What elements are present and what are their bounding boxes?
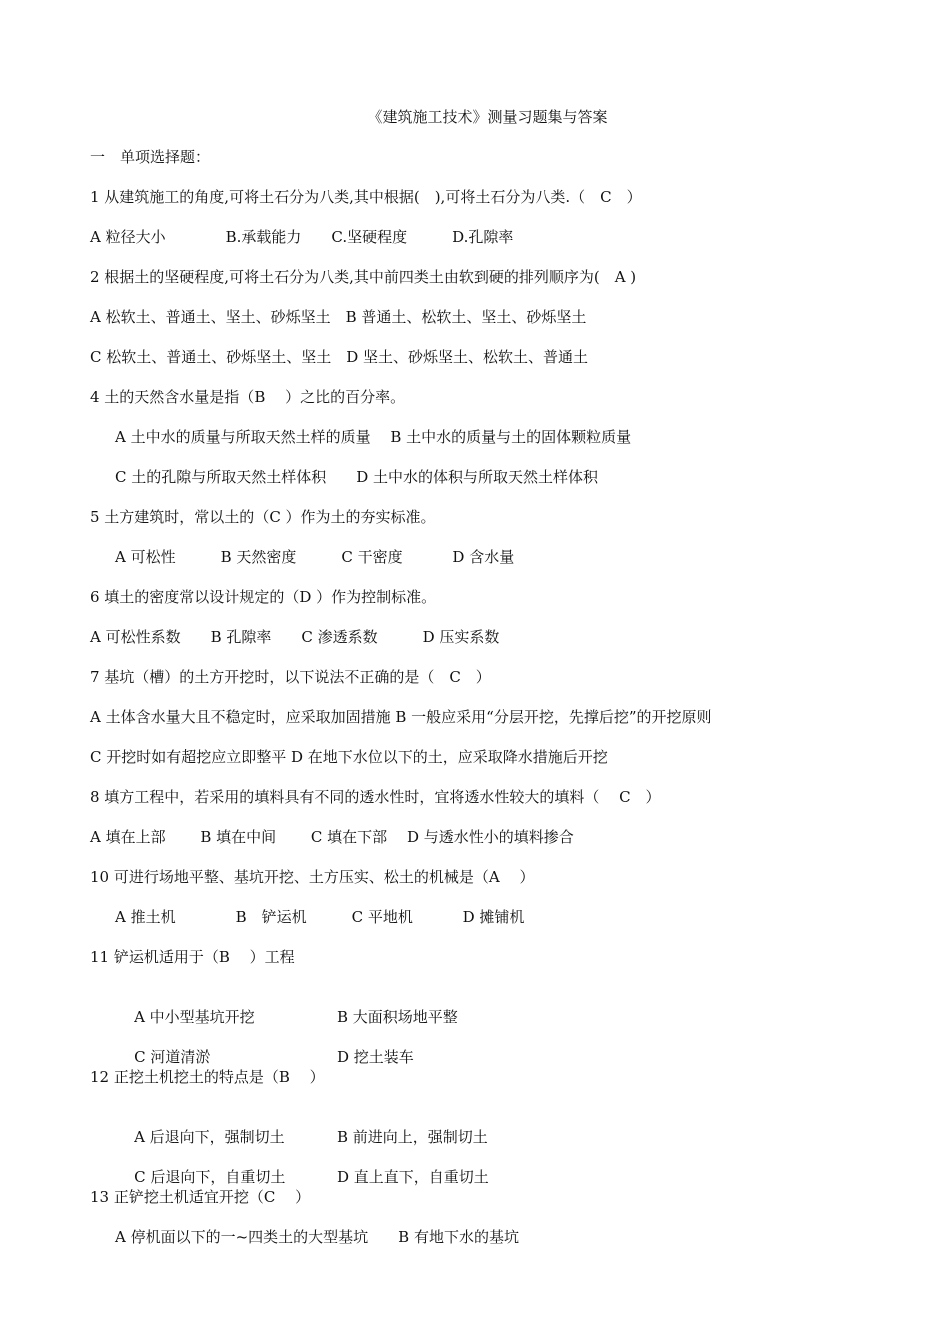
question-12-option-a: A 后退向下，强制切土	[134, 1128, 285, 1146]
question-13-options-ab: A 停机面以下的一~四类土的大型基坑 B 有地下水的基坑	[115, 1228, 519, 1246]
question-5-options: A 可松性 B 天然密度 C 干密度 D 含水量	[115, 548, 515, 566]
question-11-option-c: C 河道清淤	[134, 1048, 211, 1066]
question-12-option-b: B 前进向上，强制切土	[337, 1128, 488, 1146]
question-11: 11 铲运机适用于（B ）工程	[90, 948, 295, 966]
question-11-options-ab	[115, 987, 458, 1026]
question-6-options: A 可松性系数 B 孔隙率 C 渗透系数 D 压实系数	[90, 628, 500, 646]
question-11-option-b: B 大面积场地平整	[337, 1008, 458, 1026]
question-12-options-ab	[115, 1107, 488, 1146]
question-1-options: A 粒径大小 B.承载能力 C.坚硬程度 D.孔隙率	[90, 228, 514, 246]
question-11-option-d: D 挖土装车	[337, 1048, 414, 1066]
question-13: 13 正铲挖土机适宜开挖（C ）	[90, 1188, 311, 1206]
question-4-options-cd: C 土的孔隙与所取天然土样体积 D 土中水的体积与所取天然土样体积	[115, 468, 599, 486]
question-7-options-ab: A 土体含水量大且不稳定时，应采取加固措施 B 一般应采用“分层开挖，先撑后挖”的开挖原则	[90, 708, 712, 726]
question-12-option-c: C 后退向下，自重切土	[134, 1168, 286, 1186]
question-10-options: A 推土机 B 铲运机 C 平地机 D 摊铺机	[115, 908, 525, 926]
question-11-option-a: A 中小型基坑开挖	[134, 1008, 255, 1026]
question-5: 5 土方建筑时，常以土的（C ）作为土的夯实标准。	[90, 508, 436, 526]
question-4: 4 土的天然含水量是指（B ）之比的百分率。	[90, 388, 406, 406]
question-2: 2 根据土的坚硬程度,可将土石分为八类,其中前四类土由软到硬的排列顺序为( A )	[90, 268, 637, 286]
question-4-options-ab: A 土中水的质量与所取天然土样的质量 B 土中水的质量与土的固体颗粒质量	[115, 428, 632, 446]
question-10: 10 可进行场地平整、基坑开挖、土方压实、松土的机械是（A ）	[90, 868, 535, 886]
question-2-options-cd: C 松软土、普通土、砂烁坚土、坚土 D 坚土、砂烁坚土、松软土、普通土	[90, 348, 589, 366]
question-6: 6 填土的密度常以设计规定的（D ）作为控制标准。	[90, 588, 437, 606]
question-8: 8 填方工程中，若采用的填料具有不同的透水性时，宜将透水性较大的填料（ C ）	[90, 788, 661, 806]
question-12: 12 正挖土机挖土的特点是（B ）	[90, 1068, 325, 1086]
section-heading: 一 单项选择题：	[90, 148, 211, 166]
question-8-options: A 填在上部 B 填在中间 C 填在下部 D 与透水性小的填料掺合	[90, 828, 574, 846]
question-2-options-ab: A 松软土、普通土、坚土、砂烁坚土 B 普通土、松软土、坚土、砂烁坚土	[90, 308, 587, 326]
question-1: 1 从建筑施工的角度,可将土石分为八类,其中根据( ),可将土石分为八类.（ C ）	[90, 188, 642, 206]
question-7-options-cd: C 开挖时如有超挖应立即整平 D 在地下水位以下的土，应采取降水措施后开挖	[90, 748, 608, 766]
question-7: 7 基坑（槽）的土方开挖时，以下说法不正确的是（ C ）	[90, 668, 491, 686]
question-12-options-cd	[115, 1147, 489, 1186]
document-title: 《建筑施工技术》测量习题集与答案	[367, 108, 608, 126]
question-12-option-d: D 直上直下，自重切土	[337, 1168, 489, 1186]
question-11-options-cd	[115, 1027, 414, 1066]
